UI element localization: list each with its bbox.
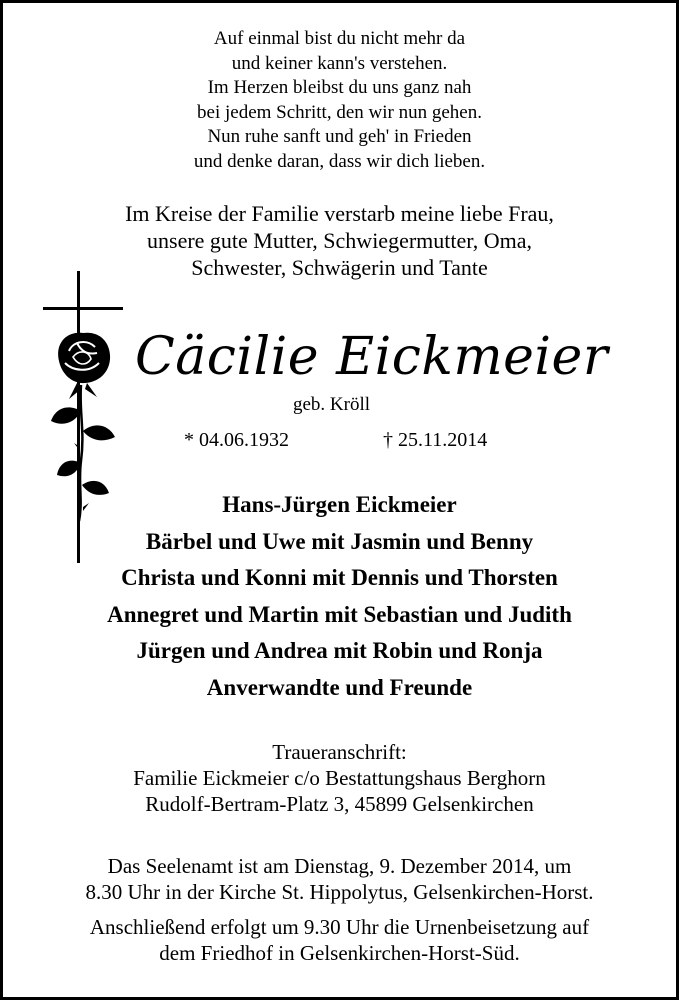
mourning-address — [3, 739, 676, 817]
death-date: † 25.11.2014 — [383, 429, 488, 451]
burial-info — [3, 914, 676, 966]
intro-line: Im Kreise der Familie verstarb meine liebe Frau, — [125, 201, 554, 226]
poem — [3, 27, 676, 174]
mourner-line: Annegret und Martin mit Sebastian und Judith — [107, 601, 572, 627]
service-line: Anschließend erfolgt um 9.30 Uhr die Urnenbeisetzung auf — [89, 915, 590, 939]
service-line: 8.30 Uhr in der Kirche St. Hippolytus, Gelsenkirchen-Horst. — [85, 880, 594, 904]
mourner-line: Jürgen und Andrea mit Robin und Ronja — [136, 638, 543, 663]
mourner-line: Anverwandte und Freunde — [206, 674, 473, 700]
birth-date: * 04.06.1932 — [184, 429, 289, 451]
intro-line: unsere gute Mutter, Schwiegermutter, Oma, — [147, 228, 532, 253]
poem-line: und keiner kann's verstehen. — [231, 52, 448, 74]
mourners-list — [3, 487, 676, 706]
poem-line: bei jedem Schritt, den wir nun gehen. — [197, 101, 482, 123]
poem-line: und denke daran, dass wir dich lieben. — [193, 150, 486, 172]
address-line: Rudolf-Bertram-Platz 3, 45899 Gelsenkirchen — [145, 792, 534, 816]
address-line: Familie Eickmeier c/o Bestattungshaus Berghorn — [133, 766, 546, 790]
poem-line: Nun ruhe sanft und geh' in Frieden — [207, 126, 472, 147]
service-line: dem Friedhof in Gelsenkirchen-Horst-Süd. — [159, 941, 520, 965]
service-line: Das Seelenamt ist am Dienstag, 9. Dezember 2014, um — [107, 854, 572, 878]
poem-line: Im Herzen bleibst du uns ganz nah — [207, 77, 472, 98]
intro-line: Schwester, Schwägerin und Tante — [191, 255, 488, 280]
mourner-line: Bärbel und Uwe mit Jasmin und Benny — [145, 528, 534, 554]
intro-text — [3, 200, 676, 281]
requiem-info — [3, 853, 676, 905]
deceased-name: Cäcilie Eickmeier — [135, 327, 609, 387]
mourner-line: Christa und Konni mit Dennis und Thorsten — [121, 565, 558, 590]
maiden-name: geb. Kröll — [293, 394, 371, 415]
address-heading: Traueranschrift: — [272, 740, 407, 764]
poem-line: Auf einmal bist du nicht mehr da — [213, 28, 466, 49]
mourner-line: Hans-Jürgen Eickmeier — [222, 492, 457, 517]
